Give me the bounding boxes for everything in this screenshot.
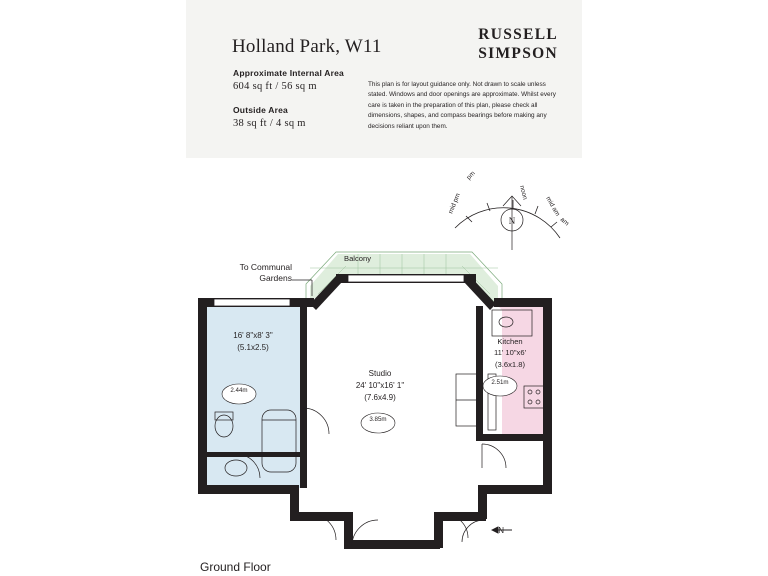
- studio-dimensions-imperial: 24' 10"x16' 1": [355, 381, 405, 390]
- communal-gardens-leader: [292, 280, 312, 296]
- bedroom-dimensions-metric: (5.1x2.5): [237, 343, 269, 352]
- studio-dimensions-metric: (7.6x4.9): [364, 393, 396, 402]
- disclaimer-text: This plan is for layout guidance only. Not drawn to scale unless stated. Windows and door openings are approximate. Whilst every care is taken in the preparation of this plan, please check all dimensions, shapes, and compass bearings before making any decisions reliant upon them.: [368, 81, 556, 130]
- svg-text:pm: pm: [465, 170, 477, 182]
- page-title: Holland Park, W11: [232, 36, 382, 57]
- brand-logo-line2: SIMPSON: [478, 44, 558, 62]
- ceiling-height-studio: 3.85m: [369, 416, 387, 423]
- svg-text:noon: noon: [518, 184, 529, 201]
- svg-text:am: am: [558, 216, 571, 228]
- floorplan-drawing: [0, 158, 768, 576]
- room-label-balcony: Balcony: [344, 254, 372, 263]
- outside-area-label: Outside Area: [233, 105, 288, 115]
- entrance-label: IN: [496, 526, 504, 535]
- ceiling-height-bedroom: 2.44m: [230, 387, 248, 394]
- header-panel: [186, 0, 582, 158]
- ceiling-height-kitchen: 2.51m: [491, 379, 509, 386]
- communal-gardens-note-line1: To Communal: [239, 262, 292, 272]
- outside-area-block: [233, 105, 306, 129]
- svg-text:mid am: mid am: [544, 195, 561, 218]
- floor-label: Ground Floor: [200, 560, 271, 574]
- compass-north-letter: [509, 216, 516, 226]
- internal-area-label: Approximate Internal Area: [233, 68, 344, 78]
- outside-area-value: 38 sq ft / 4 sq m: [233, 118, 306, 129]
- svg-text:N: N: [508, 216, 516, 226]
- room-label-bedroom: [198, 330, 308, 354]
- room-label-kitchen: [460, 336, 560, 370]
- brand-logo: [478, 26, 558, 64]
- compass: [455, 196, 560, 250]
- kitchen-dimensions-imperial: 11' 10"x6': [493, 348, 527, 358]
- studio-name: Studio: [368, 369, 392, 378]
- brand-logo-line1: RUSSELL: [478, 26, 558, 43]
- room-label-studio: [320, 368, 440, 404]
- bedroom-dimensions-imperial: 16' 8"x8' 3": [233, 331, 273, 340]
- kitchen-name: Kitchen: [497, 337, 523, 346]
- communal-gardens-note-line2: Gardens: [259, 273, 292, 284]
- internal-area-value: 604 sq ft / 56 sq m: [233, 81, 317, 92]
- communal-gardens-note: [222, 262, 292, 285]
- svg-text:mid pm: mid pm: [447, 192, 462, 215]
- kitchen-dimensions-metric: (3.6x1.8): [495, 359, 525, 369]
- internal-area-block: [233, 68, 344, 92]
- floorplan: [0, 158, 768, 576]
